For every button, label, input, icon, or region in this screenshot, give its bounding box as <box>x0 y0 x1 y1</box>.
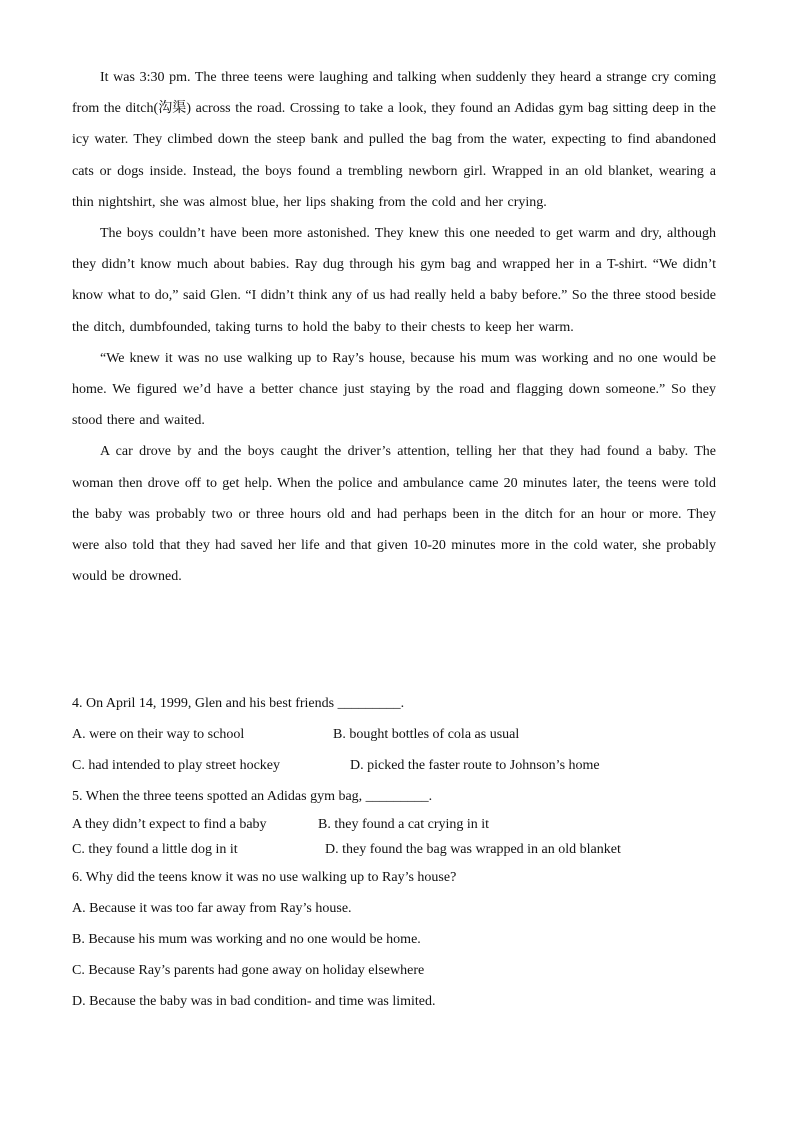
option-row <box>72 812 722 837</box>
option-a: A they didn’t expect to find a baby <box>72 817 267 832</box>
option-b: B. bought bottles of cola as usual <box>333 727 520 742</box>
passage-paragraph-1: It was 3:30 pm. The three teens were laughing and talking when suddenly they heard a strange cry coming from the ditch(沟渠) across the road. Crossing to take a look, they found an Adidas gym bag sitting deep in the icy water. They climbed down the steep bank and pulled the bag from the water, expecting to find abandoned cats or dogs inside. Instead, the boys found a trembling newborn girl. Wrapped in an old blanket, wearing a thin nightshirt, she was almost blue, her lips shaking from the cold and her crying. <box>72 70 716 210</box>
question-stem: 6. Why did the teens know it was no use walking up to Ray’s house? <box>72 870 457 885</box>
option-d: D. picked the faster route to Johnson’s home <box>350 758 600 773</box>
option-b: B. they found a cat crying in it <box>318 817 490 832</box>
option-a: A. Because it was too far away from Ray’s house. <box>72 901 352 916</box>
question-6 <box>72 862 722 1017</box>
option-a: A. were on their way to school <box>72 727 245 742</box>
option-c: C. had intended to play street hockey <box>72 758 280 773</box>
passage-paragraph-2: The boys couldn’t have been more astonished. They knew this one needed to get warm and dry, although they didn’t know much about babies. Ray dug through his gym bag and wrapped her in a T-shirt. “We didn’t know what to do,” said Glen. “I didn’t think any of us had really held a baby before.” So the three stood beside the ditch, dumbfounded, taking turns to hold the baby to their chests to keep her warm. <box>72 226 716 335</box>
question-stem: 5. When the three teens spotted an Adidas gym bag, _________. <box>72 789 433 804</box>
option-row <box>72 837 722 862</box>
option-row <box>72 750 722 781</box>
option-row <box>72 719 722 750</box>
passage-paragraph-4: A car drove by and the boys caught the driver’s attention, telling her that they had found a baby. The woman then drove off to get help. When the police and ambulance came 20 minutes later, the teens were told the baby was probably two or three hours old and had perhaps been in the ditch for an hour or more. They were also told that they had saved her life and that given 10-20 minutes more in the cold water, she probably would be drowned. <box>72 444 716 585</box>
passage-paragraph-3: “We knew it was no use walking up to Ray’s house, because his mum was working and no one would be home. We figured we’d have a better chance just staying by the road and flagging down someone.” So they stood there and waited. <box>72 350 716 429</box>
option-d: D. Because the baby was in bad condition- and time was limited. <box>72 994 436 1009</box>
option-c: C. they found a little dog in it <box>72 842 238 857</box>
question-4 <box>72 688 722 781</box>
question-stem: 4. On April 14, 1999, Glen and his best friends _________. <box>72 696 405 711</box>
question-5 <box>72 781 722 862</box>
option-c: C. Because Ray’s parents had gone away on holiday elsewhere <box>72 963 425 978</box>
option-b: B. Because his mum was working and no one would be home. <box>72 932 421 947</box>
passage <box>72 62 716 592</box>
questions-section <box>72 688 722 1017</box>
option-d: D. they found the bag was wrapped in an old blanket <box>325 842 621 857</box>
